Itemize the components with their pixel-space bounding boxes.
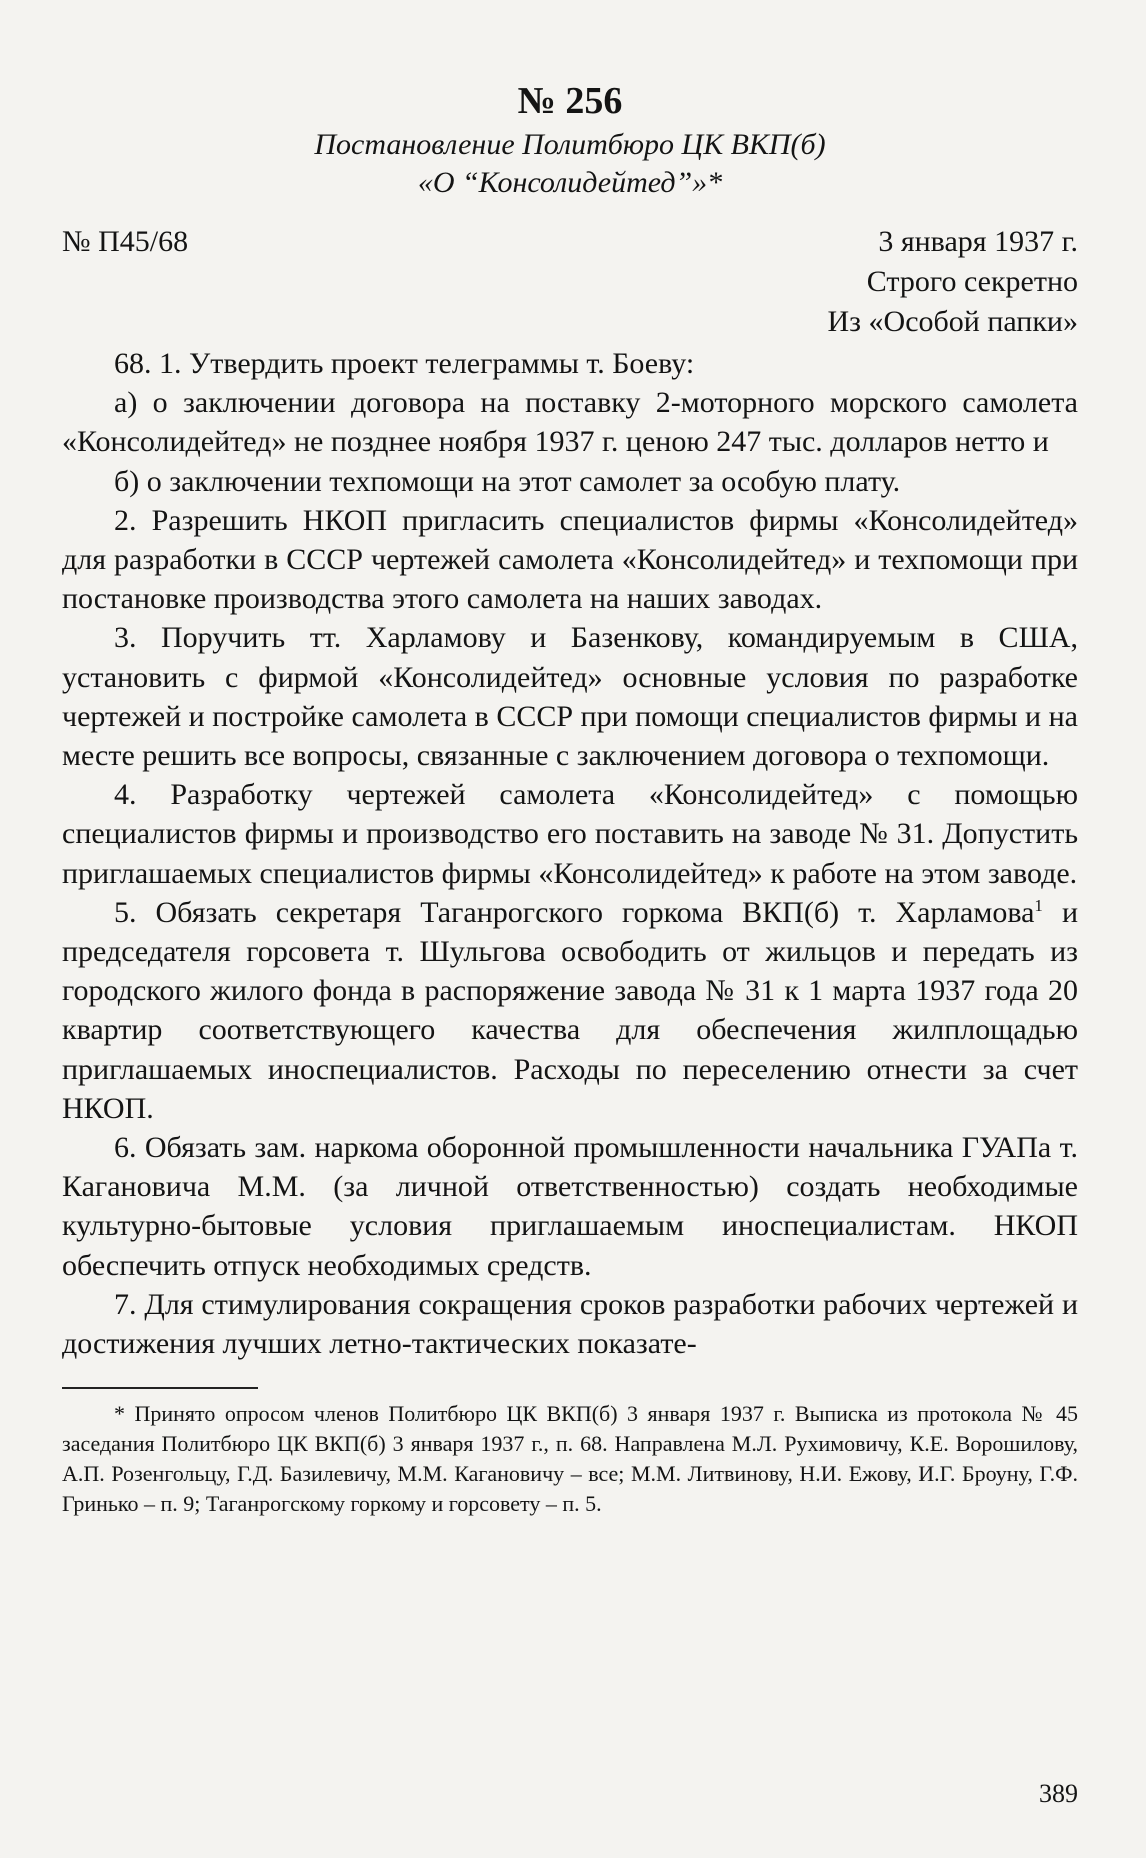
page-number: 389 [1039,1779,1078,1808]
document-title-line1: Постановление Политбюро ЦК ВКП(б) [314,128,826,161]
paragraph-5-rest: и председателя горсовета т. Шульгова освободить от жильцов и передать из городского жилого фонда в распоряжение завода № 31 к 1 марта 1937 года 20 квартир соответствующего качества для обеспечения жилплощадью приглашаемых иноспециалистов. Расходы по переселению отнести за счет НКОП. [62,895,1078,1125]
document-date: 3 января 1937 г. [878,225,1078,258]
paragraph-2: 2. Разрешить НКОП пригласить специалистов фирмы «Консолидейтед» для разработки в СССР чертежей самолета «Консолидейтед» и техпомощи при постановке производства этого самолета на наших заводах. [62,503,1078,616]
secrecy-stamp: Строго секретно [866,265,1078,298]
footnote-ref: 1 [1034,895,1043,915]
footnote-divider [62,1387,258,1389]
footnote: * Принято опросом членов Политбюро ЦК ВКП(б) 3 января 1937 г. Выписка из протокола № 45 заседания Политбюро ЦК ВКП(б) 3 января 1937 г., п. 68. Направлена М.Л. Рухимовичу, К.Е. Ворошилову, А.П. Розенгольцу, Г.Д. Базилевичу, М.М. Кагановичу – все; М.М. Литвинову, Н.И. Ежову, И.Г. Броуну, Г.Ф. Гринько – п. 9; Таганрогскому горкому и горсовету – п. 5. [62,1401,1078,1517]
paragraph-5 [62,893,1078,1128]
paragraph-3: 3. Поручить тт. Харламову и Базенкову, командируемым в США, установить с фирмой «Консолидейтед» основные условия по разработке чертежей и постройке самолета в СССР при помощи специалистов фирмы и на месте решить все вопросы, связанные с заключением договора о техпомощи. [62,621,1078,773]
paragraph-6: 6. Обязать зам. наркома оборонной промышленности начальника ГУАПа т. Кагановича М.М. (за личной ответственностью) создать необходимые культурно-бытовые условия приглашаемым иноспециалистам. НКОП обеспечить отпуск необходимых средств. [62,1131,1078,1282]
document-title-line2: «О “Консолидейтед”»* [417,166,723,199]
paragraph-7: 7. Для стимулирования сокращения сроков разработки рабочих чертежей и достижения лучших летно-тактических показате- [62,1287,1078,1361]
document-number: № 256 [517,80,623,122]
special-folder-note: Из «Особой папки» [827,305,1078,338]
paragraph-1b: б) о заключении техпомощи на этот самолет за особую плату. [114,464,901,498]
meta-row [62,222,1078,262]
protocol-number: № П45/68 [62,225,189,258]
resolution-body [62,344,1078,1363]
paragraph-1a: а) о заключении договора на поставку 2-моторного морского самолета «Консолидейтед» не позднее ноября 1937 г. ценою 247 тыс. долларов нетто и [62,386,1078,459]
paragraph-5-start: 5. Обязать секретаря Таганрогского горкома ВКП(б) т. Харламова [114,895,1035,929]
paragraph-1: 68. 1. Утвердить проект телеграммы т. Боеву: [114,347,695,380]
paragraph-4: 4. Разработку чертежей самолета «Консолидейтед» с помощью специалистов фирмы и производство его поставить на заводе № 31. Допустить приглашаемых специалистов фирмы «Консолидейтед» к работе на этом заводе. [62,778,1078,890]
document-page [62,78,1078,1519]
